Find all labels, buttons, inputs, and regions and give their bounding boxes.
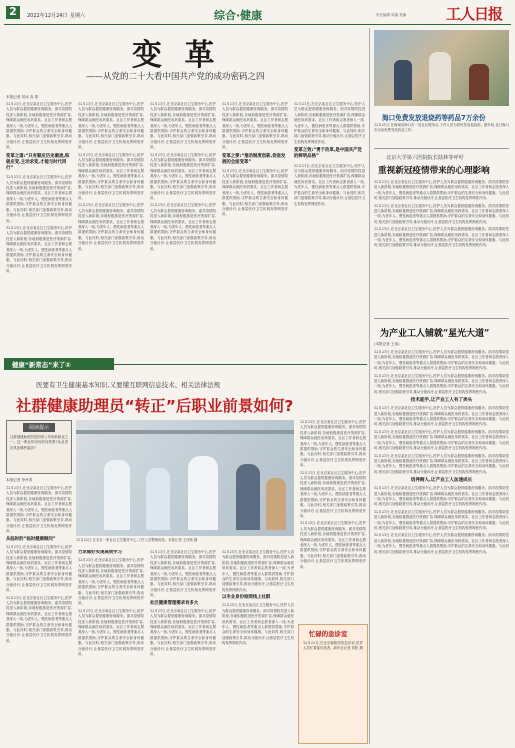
lead-subtitle: ——从党的二十大看中国共产党的成功密码之四 — [86, 72, 265, 82]
north-body — [374, 180, 509, 312]
photo-figure — [429, 52, 451, 100]
body-paragraph: 12月21日,在北京某社区卫生服务中心,医护人员为群众提供健康咨询服务。面对疫情防控进入新阶段,各地积极推进医疗资源扩容,保障群众就医用药需求。社区工作者和志愿者深入一线,为老年人、慢性病患者等重点人群提供帮助,守护群众的生命安全和身体健康。与此同时,相关部门加强政策引导,推动分级诊疗,让基层医疗卫生机构发挥网底作用。 — [150, 608, 216, 657]
tip-text: 12月22日,在北京朝阳医院急诊室,医护人员忙着接诊患者。新华社记者 刘阳 摄 — [303, 641, 363, 651]
lead-byline: 本报记者 刘冰 高 蒙 — [6, 95, 39, 99]
health-headline: 社群健康助理员“转正”后职业前景如何? — [16, 397, 294, 415]
body-paragraph: 12月21日,在北京某社区卫生服务中心,医护人员为群众提供健康咨询服务。面对疫情防控进入新阶段,各地积极推进医疗资源扩容,保障群众就医用药需求。社区工作者和志愿者深入一线,为老年人、慢性病患者等重点人群提供帮助,守护群众的生命安全和身体健康。与此同时,相关部门加强政策引导,推动分级诊疗,让基层医疗卫生机构发挥网底作用。 — [6, 175, 72, 223]
lead-title: 变 革 — [132, 38, 221, 73]
page-number: 2 — [9, 5, 17, 18]
clinic-photo-caption: 12月22日,在北京一家社区卫生服务中心,工作人员整理药品。本报记者 王伟伟 摄 — [76, 538, 198, 542]
body-paragraph: 12月21日,在北京某社区卫生服务中心,医护人员为群众提供健康咨询服务。面对疫情防控进入新阶段,各地积极推进医疗资源扩容,保障群众就医用药需求。社区工作者和志愿者深入一线,为老年人、慢性病患者等重点人群提供帮助,守护群众的生命安全和身体健康。与此同时,相关部门加强政策引导,推动分级诊疗,让基层医疗卫生机构发挥网底作用。 — [78, 203, 144, 251]
body-paragraph: 12月21日,在北京某社区卫生服务中心,医护人员为群众提供健康咨询服务。面对疫情防控进入新阶段,各地积极推进医疗资源扩容,保障群众就医用药需求。社区工作者和志愿者深入一线,为老年人、慢性病患者等重点人群提供帮助,守护群众的生命安全和身体健康。与此同时,相关部门加强政策引导,推动分级诊疗,让基层医疗卫生机构发挥网底作用。 — [6, 595, 72, 643]
lead-subheading: 变革之道:“只有顺应历史潮流,积极应变,主动求变,才能与时代同行” — [6, 153, 70, 172]
health-column-5 — [300, 420, 366, 620]
health-banner: 健康“新常态”来了② — [12, 361, 71, 369]
health-subheading: 以专业身份检阅线上社群 — [222, 595, 271, 601]
health-subheading: 从临时的“临时健康顾问” — [6, 536, 56, 542]
body-paragraph: 12月21日,在北京某社区卫生服务中心,医护人员为群众提供健康咨询服务。面对疫情防控进入新阶段,各地积极推进医疗资源扩容,保障群众就医用药需求。社区工作者和志愿者深入一线,为老年人、慢性病患者等重点人群提供帮助,守护群众的生命安全和身体健康。与此同时,相关部门加强政策引导,推动分级诊疗,让基层医疗卫生机构发挥网底作用。 — [222, 550, 294, 592]
body-paragraph: 12月21日,在北京某社区卫生服务中心,医护人员为群众提供健康咨询服务。面对疫情防控进入新阶段,各地积极推进医疗资源扩容,保障群众就医用药需求。社区工作者和志愿者深入一线,为老年人、慢性病患者等重点人群提供帮助,守护群众的生命安全和身体健康。与此同时,相关部门加强政策引导,推动分级诊疗,让基层医疗卫生机构发挥网底作用。 — [150, 550, 216, 598]
lead-column-4 — [222, 102, 288, 354]
industry-body — [374, 350, 509, 742]
photo-figure — [104, 460, 130, 530]
lead-subheading: 变革之效:“勇于改革,是中国共产党的鲜明品格” — [294, 148, 362, 160]
photo-figure — [236, 464, 260, 530]
body-paragraph: 12月21日,在北京某社区卫生服务中心,医护人员为群众提供健康咨询服务。面对疫情防控进入新阶段,各地积极推进医疗资源扩容,保障群众就医用药需求。社区工作者和志愿者深入一线,为老年人、慢性病患者等重点人群提供帮助,守护群众的生命安全和身体健康。与此同时,相关部门加强政策引导,推动分级诊疗,让基层医疗卫生机构发挥网底作用。 — [374, 406, 509, 427]
lead-article — [4, 28, 367, 356]
hainan-caption-detail: 12月21日,在海南省海口市一处社区服务点,工作人员为居民发放退烧药。据介绍,近日海口市启动免费发放药品工作。 — [374, 123, 509, 133]
clinic-photo — [76, 420, 294, 536]
section-rule — [374, 148, 509, 149]
health-column-3 — [150, 550, 216, 744]
body-paragraph: 12月21日,在北京某社区卫生服务中心,医护人员为群众提供健康咨询服务。面对疫情防控进入新阶段,各地积极推进医疗资源扩容,保障群众就医用药需求。社区工作者和志愿者深入一线,为老年人、慢性病患者等重点人群提供帮助,守护群众的生命安全和身体健康。与此同时,相关部门加强政策引导,推动分级诊疗,让基层医疗卫生机构发挥网底作用。 — [150, 152, 216, 200]
body-paragraph: 12月21日,在北京某社区卫生服务中心,医护人员为群众提供健康咨询服务。面对疫情防控进入新阶段,各地积极推进医疗资源扩容,保障群众就医用药需求。社区工作者和志愿者深入一线,为老年人、慢性病患者等重点人群提供帮助,守护群众的生命安全和身体健康。与此同时,相关部门加强政策引导,推动分级诊疗,让基层医疗卫生机构发挥网底作用。 — [294, 102, 365, 144]
north-kicker: 北京大学第六医院院长陆林等呼吁 — [386, 155, 464, 161]
body-paragraph: 12月21日,在北京某社区卫生服务中心,医护人员为群众提供健康咨询服务。面对疫情防控进入新阶段,各地积极推进医疗资源扩容,保障群众就医用药需求。社区工作者和志愿者深入一线,为老年人、慢性病患者等重点人群提供帮助,守护群众的生命安全和身体健康。与此同时,相关部门加强政策引导,推动分级诊疗,让基层医疗卫生机构发挥网底作用。 — [6, 486, 72, 534]
body-paragraph: 12月21日,在北京某社区卫生服务中心,医护人员为群众提供健康咨询服务。面对疫情防控进入新阶段,各地积极推进医疗资源扩容,保障群众就医用药需求。社区工作者和志愿者深入一线,为老年人、慢性病患者等重点人群提供帮助,守护群众的生命安全和身体健康。与此同时,相关部门加强政策引导,推动分级诊疗,让基层医疗卫生机构发挥网底作用。 — [294, 163, 365, 206]
photo-shelf — [76, 430, 294, 434]
health-subheading: 力求做好实现高效学习 — [78, 550, 122, 555]
header-rule — [4, 24, 511, 25]
industry-headline: 为产业工人铺就“星光大道” — [380, 329, 490, 339]
body-paragraph: 12月21日,在北京某社区卫生服务中心,医护人员为群众提供健康咨询服务。面对疫情防控进入新阶段,各地积极推进医疗资源扩容,保障群众就医用药需求。社区工作者和志愿者深入一线,为老年人、慢性病患者等重点人群提供帮助,守护群众的生命安全和身体健康。与此同时,相关部门加强政策引导,推动分级诊疗,让基层医疗卫生机构发挥网底作用。 — [78, 152, 144, 200]
lead-column-3 — [150, 102, 216, 354]
industry-subheading: 技术能手,让产业工人有了奔头 — [410, 398, 473, 404]
photo-figure — [394, 60, 412, 100]
photo-figure — [188, 456, 218, 530]
health-section — [4, 358, 367, 746]
industry-subheading: 培养跨人,让产业工人加速成长 — [410, 478, 473, 484]
health-column-4 — [222, 550, 294, 744]
body-paragraph: 12月21日,在北京某社区卫生服务中心,医护人员为群众提供健康咨询服务。面对疫情防控进入新阶段,各地积极推进医疗资源扩容,保障群众就医用药需求。社区工作者和志愿者深入一线,为老年人、慢性病患者等重点人群提供帮助,守护群众的生命安全和身体健康。与此同时,相关部门加强政策引导,推动分级诊疗,让基层医疗卫生机构发挥网底作用。 — [222, 169, 288, 217]
body-paragraph: 12月21日,在北京某社区卫生服务中心,医护人员为群众提供健康咨询服务。面对疫情防控进入新阶段,各地积极推进医疗资源扩容,保障群众就医用药需求。社区工作者和志愿者深入一线,为老年人、慢性病患者等重点人群提供帮助,守护群众的生命安全和身体健康。与此同时,相关部门加强政策引导,推动分级诊疗,让基层医疗卫生机构发挥网底作用。 — [300, 470, 366, 518]
body-paragraph: 12月21日,在北京某社区卫生服务中心,医护人员为群众提供健康咨询服务。面对疫情防控进入新阶段,各地积极推进医疗资源扩容,保障群众就医用药需求。社区工作者和志愿者深入一线,为老年人、慢性病患者等重点人群提供帮助,守护群众的生命安全和身体健康。与此同时,相关部门加强政策引导,推动分级诊疗,让基层医疗卫生机构发挥网底作用。 — [374, 509, 509, 530]
lead-column-2 — [78, 102, 144, 354]
right-column — [372, 28, 511, 744]
newspaper-logo: 工人日报 — [446, 5, 503, 23]
health-column-2 — [78, 550, 144, 744]
photo-figure — [266, 478, 286, 530]
body-paragraph: 12月21日,在北京某社区卫生服务中心,医护人员为群众提供健康咨询服务。面对疫情防控进入新阶段,各地积极推进医疗资源扩容,保障群众就医用药需求。社区工作者和志愿者深入一线,为老年人、慢性病患者等重点人群提供帮助,守护群众的生命安全和身体健康。与此同时,相关部门加强政策引导,推动分级诊疗,让基层医疗卫生机构发挥网底作用。 — [374, 227, 509, 248]
issue-weekday: 星期六 — [70, 13, 86, 19]
body-paragraph: 12月21日,在北京某社区卫生服务中心,医护人员为群众提供健康咨询服务。面对疫情防控进入新阶段,各地积极推进医疗资源扩容,保障群众就医用药需求。社区工作者和志愿者深入一线,为老年人、慢性病患者等重点人群提供帮助,守护群众的生命安全和身体健康。与此同时,相关部门加强政策引导,推动分级诊疗,让基层医疗卫生机构发挥网底作用。 — [78, 102, 144, 150]
hainan-photo — [374, 30, 509, 106]
health-subheading: 社区健康管理需求有多大 — [150, 600, 199, 606]
body-paragraph: 12月21日,在北京某社区卫生服务中心,医护人员为群众提供健康咨询服务。面对疫情防控进入新阶段,各地积极推进医疗资源扩容,保障群众就医用药需求。社区工作者和志愿者深入一线,为老年人、慢性病患者等重点人群提供帮助,守护群众的生命安全和身体健康。与此同时,相关部门加强政策引导,推动分级诊疗,让基层医疗卫生机构发挥网底作用。 — [150, 203, 216, 251]
lead-note-label: 阅读提示 — [28, 425, 49, 431]
lead-column-5 — [294, 102, 365, 354]
body-paragraph: 12月21日,在北京某社区卫生服务中心,医护人员为群众提供健康咨询服务。面对疫情防控进入新阶段,各地积极推进医疗资源扩容,保障群众就医用药需求。社区工作者和志愿者深入一线,为老年人、慢性病患者等重点人群提供帮助,守护群众的生命安全和身体健康。与此同时,相关部门加强政策引导,推动分级诊疗,让基层医疗卫生机构发挥网底作用。 — [374, 486, 509, 507]
body-paragraph: 12月21日,在北京某社区卫生服务中心,医护人员为群众提供健康咨询服务。面对疫情防控进入新阶段,各地积极推进医疗资源扩容,保障群众就医用药需求。社区工作者和志愿者深入一线,为老年人、慢性病患者等重点人群提供帮助,守护群众的生命安全和身体健康。与此同时,相关部门加强政策引导,推动分级诊疗,让基层医疗卫生机构发挥网底作用。 — [300, 420, 366, 468]
tip-title: 忙碌的急诊室 — [309, 630, 348, 638]
health-kicker: 医要有卫生健康基本知识,又要懂互联网信息技术、相关法律法规 — [36, 381, 221, 389]
body-paragraph: 12月21日,在北京某社区卫生服务中心,医护人员为群众提供健康咨询服务。面对疫情防控进入新阶段,各地积极推进医疗资源扩容,保障群众就医用药需求。社区工作者和志愿者深入一线,为老年人、慢性病患者等重点人群提供帮助,守护群众的生命安全和身体健康。与此同时,相关部门加强政策引导,推动分级诊疗,让基层医疗卫生机构发挥网底作用。 — [6, 544, 72, 593]
body-paragraph: 12月21日,在北京某社区卫生服务中心,医护人员为群众提供健康咨询服务。面对疫情防控进入新阶段,各地积极推进医疗资源扩容,保障群众就医用药需求。社区工作者和志愿者深入一线,为老年人、慢性病患者等重点人群提供帮助,守护群众的生命安全和身体健康。与此同时,相关部门加强政策引导,推动分级诊疗,让基层医疗卫生机构发挥网底作用。 — [374, 533, 509, 554]
north-headline: 重视新冠疫情带来的心理影响 — [378, 166, 490, 176]
industry-byline: (本报记者 王伟) — [374, 342, 400, 346]
section-title: 综合·健康 — [214, 9, 263, 22]
body-paragraph: 12月21日,在北京某社区卫生服务中心,医护人员为群众提供健康咨询服务。面对疫情防控进入新阶段,各地积极推进医疗资源扩容,保障群众就医用药需求。社区工作者和志愿者深入一线,为老年人、慢性病患者等重点人群提供帮助,守护群众的生命安全和身体健康。与此同时,相关部门加强政策引导,推动分级诊疗,让基层医疗卫生机构发挥网底作用。 — [222, 102, 288, 150]
body-paragraph: 12月21日,在北京某社区卫生服务中心,医护人员为群众提供健康咨询服务。面对疫情防控进入新阶段,各地积极推进医疗资源扩容,保障群众就医用药需求。社区工作者和志愿者深入一线,为老年人、慢性病患者等重点人群提供帮助,守护群众的生命安全和身体健康。与此同时,相关部门加强政策引导,推动分级诊疗,让基层医疗卫生机构发挥网底作用。 — [374, 350, 509, 371]
section-rule — [374, 318, 509, 319]
column-divider — [369, 28, 370, 744]
page-header — [0, 0, 515, 26]
body-paragraph: 12月21日,在北京某社区卫生服务中心,医护人员为群众提供健康咨询服务。面对疫情防控进入新阶段,各地积极推进医疗资源扩容,保障群众就医用药需求。社区工作者和志愿者深入一线,为老年人、慢性病患者等重点人群提供帮助,守护群众的生命安全和身体健康。与此同时,相关部门加强政策引导,推动分级诊疗,让基层医疗卫生机构发挥网底作用。 — [150, 102, 216, 150]
hainan-caption: 海口免费发放退烧药等药品7万余份 — [382, 114, 486, 122]
photo-figure — [469, 64, 489, 100]
lead-subheading: 变革之要:“推动制度创新,促进发展的全面变革” — [222, 153, 286, 165]
body-paragraph: 12月21日,在北京某社区卫生服务中心,医护人员为群众提供健康咨询服务。面对疫情防控进入新阶段,各地积极推进医疗资源扩容,保障群众就医用药需求。社区工作者和志愿者深入一线,为老年人、慢性病患者等重点人群提供帮助,守护群众的生命安全和身体健康。与此同时,相关部门加强政策引导,推动分级诊疗,让基层医疗卫生机构发挥网底作用。 — [78, 558, 144, 606]
body-paragraph: 12月21日,在北京某社区卫生服务中心,医护人员为群众提供健康咨询服务。面对疫情防控进入新阶段,各地积极推进医疗资源扩容,保障群众就医用药需求。社区工作者和志愿者深入一线,为老年人、慢性病患者等重点人群提供帮助,守护群众的生命安全和身体健康。与此同时,相关部门加强政策引导,推动分级诊疗,让基层医疗卫生机构发挥网底作用。 — [374, 429, 509, 451]
body-paragraph: 12月21日,在北京某社区卫生服务中心,医护人员为群众提供健康咨询服务。面对疫情防控进入新阶段,各地积极推进医疗资源扩容,保障群众就医用药需求。社区工作者和志愿者深入一线,为老年人、慢性病患者等重点人群提供帮助,守护群众的生命安全和身体健康。与此同时,相关部门加强政策引导,推动分级诊疗,让基层医疗卫生机构发挥网底作用。 — [6, 225, 72, 274]
health-byline: 本报记者 李丹青 — [6, 478, 33, 482]
body-paragraph: 12月21日,在北京某社区卫生服务中心,医护人员为群众提供健康咨询服务。面对疫情防控进入新阶段,各地积极推进医疗资源扩容,保障群众就医用药需求。社区工作者和志愿者深入一线,为老年人、慢性病患者等重点人群提供帮助,守护群众的生命安全和身体健康。与此同时,相关部门加强政策引导,推动分级诊疗,让基层医疗卫生机构发挥网底作用。 — [374, 203, 509, 224]
health-column-1 — [6, 486, 72, 744]
lead-note-text: 社群健康助理员是国家公布的新职业之一。这一职业的出现有何背景?从业者应具备哪些素质? — [10, 435, 68, 450]
editor-line: 责任编辑 周丽 美编 — [376, 13, 407, 17]
tip-box — [298, 624, 368, 744]
photo-figure — [146, 468, 170, 530]
body-paragraph: 12月21日,在北京某社区卫生服务中心,医护人员为群众提供健康咨询服务。面对疫情防控进入新阶段,各地积极推进医疗资源扩容,保障群众就医用药需求。社区工作者和志愿者深入一线,为老年人、慢性病患者等重点人群提供帮助,守护群众的生命安全和身体健康。与此同时,相关部门加强政策引导,推动分级诊疗,让基层医疗卫生机构发挥网底作用。 — [374, 453, 509, 474]
issue-date: 2022年12月24日 — [27, 13, 68, 19]
body-paragraph: 12月21日,在北京某社区卫生服务中心,医护人员为群众提供健康咨询服务。面对疫情防控进入新阶段,各地积极推进医疗资源扩容,保障群众就医用药需求。社区工作者和志愿者深入一线,为老年人、慢性病患者等重点人群提供帮助,守护群众的生命安全和身体健康。与此同时,相关部门加强政策引导,推动分级诊疗,让基层医疗卫生机构发挥网底作用。 — [78, 608, 144, 657]
body-paragraph: 12月21日,在北京某社区卫生服务中心,医护人员为群众提供健康咨询服务。面对疫情防控进入新阶段,各地积极推进医疗资源扩容,保障群众就医用药需求。社区工作者和志愿者深入一线,为老年人、慢性病患者等重点人群提供帮助,守护群众的生命安全和身体健康。与此同时,相关部门加强政策引导,推动分级诊疗,让基层医疗卫生机构发挥网底作用。 — [374, 180, 509, 201]
lead-column-1 — [6, 102, 72, 354]
body-paragraph: 12月21日,在北京某社区卫生服务中心,医护人员为群众提供健康咨询服务。面对疫情防控进入新阶段,各地积极推进医疗资源扩容,保障群众就医用药需求。社区工作者和志愿者深入一线,为老年人、慢性病患者等重点人群提供帮助,守护群众的生命安全和身体健康。与此同时,相关部门加强政策引导,推动分级诊疗,让基层医疗卫生机构发挥网底作用。 — [6, 102, 72, 150]
body-paragraph: 12月21日,在北京某社区卫生服务中心,医护人员为群众提供健康咨询服务。面对疫情防控进入新阶段,各地积极推进医疗资源扩容,保障群众就医用药需求。社区工作者和志愿者深入一线,为老年人、慢性病患者等重点人群提供帮助,守护群众的生命安全和身体健康。与此同时,相关部门加强政策引导,推动分级诊疗,让基层医疗卫生机构发挥网底作用。 — [374, 373, 509, 394]
body-paragraph: 12月21日,在北京某社区卫生服务中心,医护人员为群众提供健康咨询服务。面对疫情防控进入新阶段,各地积极推进医疗资源扩容,保障群众就医用药需求。社区工作者和志愿者深入一线,为老年人、慢性病患者等重点人群提供帮助,守护群众的生命安全和身体健康。与此同时,相关部门加强政策引导,推动分级诊疗,让基层医疗卫生机构发挥网底作用。 — [300, 521, 366, 569]
lead-note-box — [6, 420, 72, 474]
body-paragraph: 12月21日,在北京某社区卫生服务中心,医护人员为群众提供健康咨询服务。面对疫情防控进入新阶段,各地积极推进医疗资源扩容,保障群众就医用药需求。社区工作者和志愿者深入一线,为老年人、慢性病患者等重点人群提供帮助,守护群众的生命安全和身体健康。与此同时,相关部门加强政策引导,推动分级诊疗,让基层医疗卫生机构发挥网底作用。 — [222, 603, 294, 646]
